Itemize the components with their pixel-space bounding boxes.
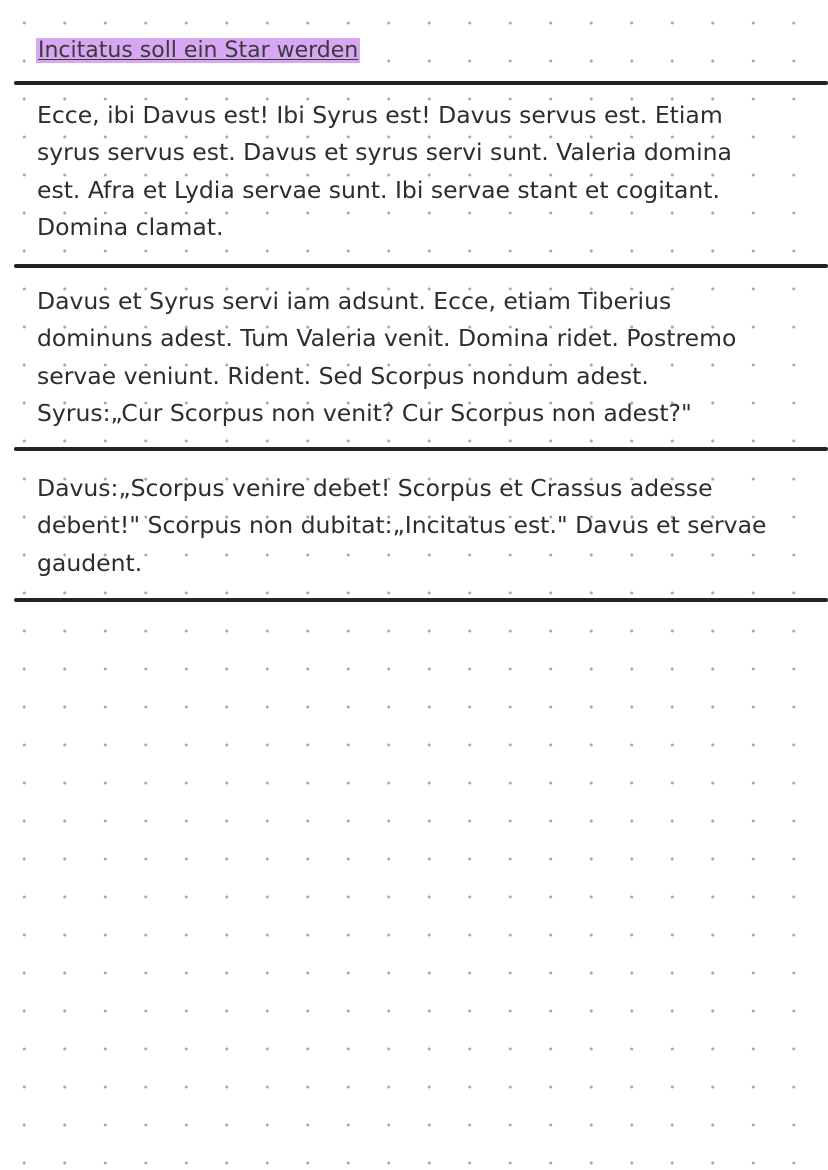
paragraph-line: syrus servus est. Davus et syrus servi sunt. Valeria domina xyxy=(37,138,732,167)
paragraph-line: debent!" Scorpus non dubitat:„Incitatus est." Davus et servae xyxy=(37,511,767,540)
divider-line xyxy=(14,598,828,602)
divider-line xyxy=(14,81,828,85)
divider-line xyxy=(14,447,828,451)
paragraph-line: Ecce, ibi Davus est! Ibi Syrus est! Davus servus est. Etiam xyxy=(37,101,723,129)
paragraph-1 xyxy=(37,97,817,247)
paragraph-3 xyxy=(37,470,817,582)
divider-line xyxy=(14,264,828,268)
paragraph-line: est. Afra et Lydia servae sunt. Ibi servae stant et cogitant. xyxy=(37,175,720,204)
paragraph-2 xyxy=(37,283,817,433)
paragraph-line: Davus:„Scorpus venire debet! Scorpus et Crassus adesse xyxy=(37,474,713,502)
paragraph-line: Domina clamat. xyxy=(37,213,224,242)
paragraph-line: Syrus:„Cur Scorpus non venit? Cur Scorpus non adest?" xyxy=(37,399,692,428)
note-title-highlight: Incitatus soll ein Star werden xyxy=(38,38,359,63)
paragraph-line: servae veniunt. Rident. Sed Scorpus nondum adest. xyxy=(37,361,649,390)
paragraph-line: dominuns adest. Tum Valeria venit. Domina ridet. Postremo xyxy=(37,324,737,353)
paragraph-line: gaudent. xyxy=(37,548,143,577)
note-title xyxy=(36,27,360,65)
paragraph-line: Davus et Syrus servi iam adsunt. Ecce, etiam Tiberius xyxy=(37,287,672,315)
